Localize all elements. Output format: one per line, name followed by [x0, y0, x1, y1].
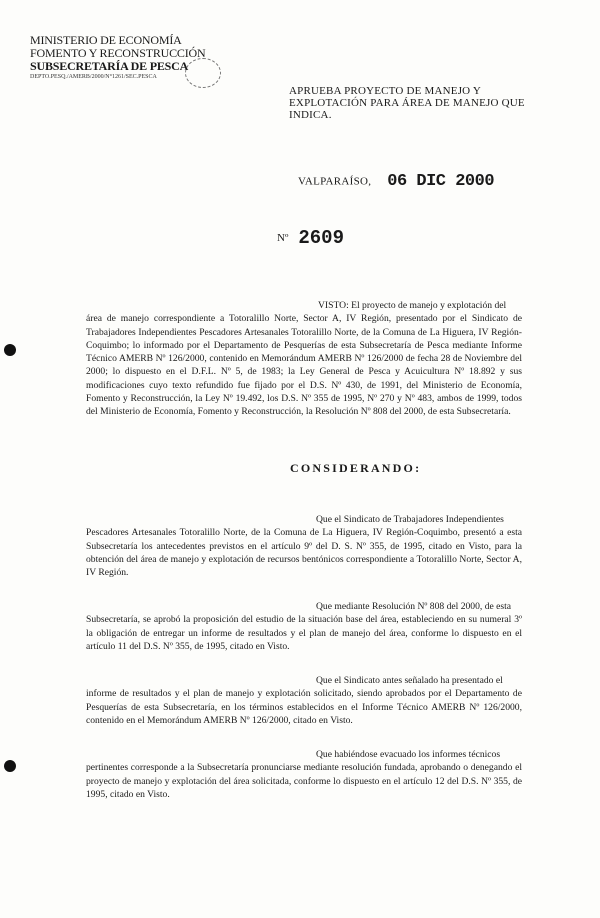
number-prefix: Nº	[277, 232, 289, 244]
punch-hole	[4, 760, 16, 772]
subject-line-3: INDICA.	[289, 109, 332, 121]
consideration-3-lead: Que el Sindicato antes señalado ha presentado el	[316, 675, 503, 686]
subsecretaria-name: SUBSECRETARÍA DE PESCA	[30, 59, 189, 73]
city: VALPARAÍSO,	[298, 175, 372, 188]
consideration-4-body: pertinentes corresponde a la Subsecretaría pronunciarse mediante resolución fundada, aprobando o denegando el proyecto de manejo y explotación del área solicitada, conforme lo dispuesto en el artículo 12 del D.S. Nº 355, de 1995, citado en Visto.	[86, 762, 522, 800]
consideration-1-body: Pescadores Artesanales Totoralillo Norte, de la Comuna de La Higuera, IV Región-Coquimbo, presentó a esta Subsecretaría los antecedentes previstos en el artículo 9º del D. S. Nº 355, de 1995, citado en Visto, para la obtención del área de manejo y explotación de recursos bentónicos correspondiente a Totoralillo Norte, Sector A, IV Región.	[86, 527, 522, 579]
reference-code: DEPTO.PESQ./AMERB/2000/N°1261/SEC.PESCA	[30, 74, 157, 80]
consideration-4-lead: Que habiéndose evacuado los informes técnicos	[316, 749, 501, 760]
resolution-number	[277, 227, 344, 249]
consideration-3-body: informe de resultados y el plan de manejo y explotación solicitado, siendo aprobados por el Departamento de Pesquerías de esta Subsecretaría, en los términos establecidos en el Informe Técnico AMERB Nº 126/2000, contenido en el Memorándum AMERB Nº 126/2000, citado en Visto.	[86, 688, 522, 726]
consideration-2	[86, 600, 522, 653]
number-stamp: 2609	[298, 227, 344, 249]
ministry-name-line-1: MINISTERIO DE ECONOMÍA	[30, 33, 182, 47]
visto-lead: VISTO: El proyecto de manejo y explotación del	[318, 300, 507, 311]
visto-paragraph	[86, 299, 522, 419]
consideration-4	[86, 748, 522, 801]
consideration-3	[86, 674, 522, 727]
resolution-subject	[289, 85, 539, 121]
subject-line-1: APRUEBA PROYECTO DE MANEJO Y	[289, 85, 482, 97]
date-stamp: 06 DIC 2000	[387, 172, 495, 191]
consideration-2-body: Subsecretaría, se aprobó la proposición del estudio de la situación base del área, estableciendo en su numeral 3º la obligación de entregar un informe de resultados y el plan de manejo del área, conforme lo dispuesto en el artículo 11 del D.S. Nº 355, de 1995, citado en Visto.	[86, 614, 522, 652]
consideration-1-lead: Que el Sindicato de Trabajadores Independientes	[316, 514, 504, 525]
seal-stamp	[185, 58, 221, 88]
punch-hole	[4, 344, 16, 356]
subject-line-2: EXPLOTACIÓN PARA ÁREA DE MANEJO QUE	[289, 97, 525, 109]
consideration-2-lead: Que mediante Resolución Nº 808 del 2000, de esta	[316, 601, 512, 612]
consideration-1	[86, 513, 522, 579]
place-and-date	[298, 172, 494, 191]
ministry-name-line-2: FOMENTO Y RECONSTRUCCIÓN	[30, 46, 206, 60]
considerando-heading: CONSIDERANDO:	[290, 461, 422, 475]
visto-body: área de manejo correspondiente a Totoralillo Norte, Sector A, IV Región, presentado por el Sindicato de Trabajadores Independientes Pescadores Artesanales Totoralillo Norte, de la Comuna de La Higuera, IV Región-Coquimbo; lo informado por el Departamento de Pesquerías de esta Subsecretaría de Pesca mediante Informe Técnico AMERB Nº 126/2000, contenido en Memorándum AMERB Nº 126/2000 de fecha 28 de Noviembre del 2000; lo dispuesto en el D.F.L. Nº 5, de 1983; la Ley General de Pesca y Acuicultura Nº 18.892 y sus modificaciones cuyo texto refundido fue fijado por el D.S. Nº 430, de 1991, del Ministerio de Economía, Fomento y Reconstrucción, la Ley Nº 19.492, los D.S. Nº 355 de 1995, Nº 270 y Nº 483, ambos de 1999, todos del Ministerio de Economía, Fomento y Reconstrucción, la Resolución Nº 808 del 2000, de esta Subsecretaría.	[86, 313, 522, 418]
